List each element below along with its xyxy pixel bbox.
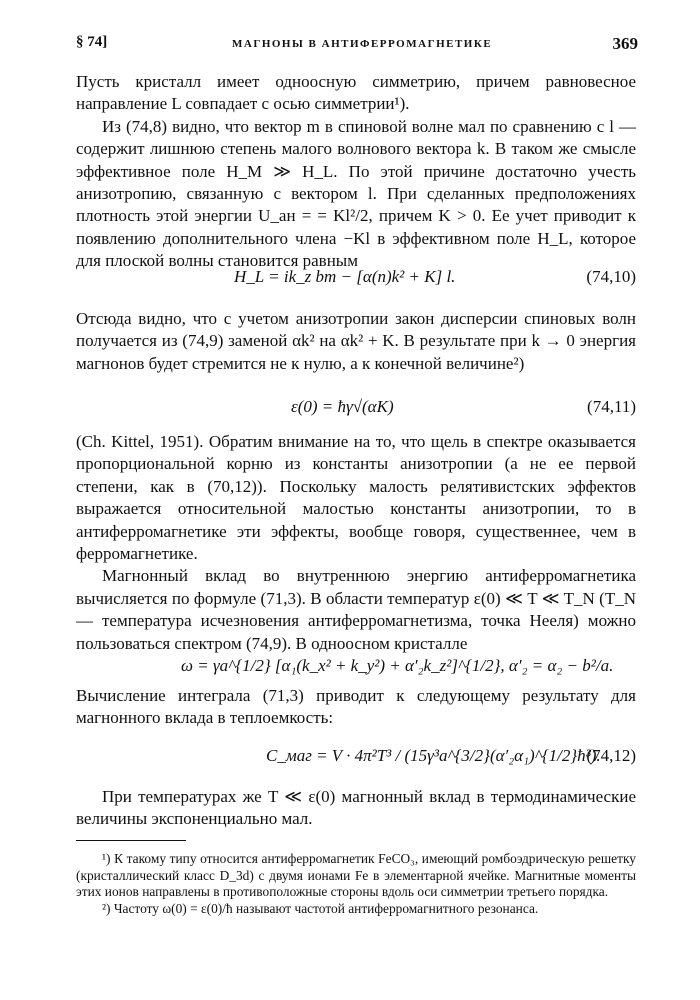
footnote-2: ²) Частоту ω(0) = ε(0)/ħ называют частотой антиферромагнитного резонанса. — [102, 900, 539, 916]
paragraph-magnon-energy: Магнонный вклад во внутреннюю энергию антиферромагнетика вычисляется по формуле (71,3). В области температур ε(0) ≪ T ≪ T_N (T_N — температура исчезновения антиферромагнетизма, точка Нееля) можно пользоваться спектром (74,9). В одноосном кристалле — [76, 566, 636, 653]
footnotes — [76, 851, 636, 917]
text-block-3 — [76, 431, 636, 655]
section-marker: § 74] — [76, 34, 108, 50]
paragraph-symmetry: Пусть кристалл имеет одноосную симметрию, причем равновесное направление L совпадает с осью симметрии¹). — [76, 72, 636, 114]
footnote-1: ¹) К такому типу относится антиферромагнетик FeCO₃, имеющий ромбоэдрическую решетку (кристаллический класс D_3d) с двумя ионами Fe в элементарной ячейке. Магнитные моменты этих ионов направлены в противоположные стороны вдоль оси симметрии третьего порядка. — [76, 851, 636, 899]
equation-number: (74,10) — [586, 267, 636, 286]
paragraph-dispersion: Отсюда видно, что с учетом анизотропии закон дисперсии спиновых волн получается из (74,9) заменой αk² на αk² + K. В результате при k → 0 энергия магнонов будет стремится не к нулю, а к конечной величине²) — [76, 309, 636, 373]
equation-74-11 — [76, 397, 636, 423]
text-block-2 — [76, 308, 636, 375]
equation-formula: ε(0) = ħγ√(αK) — [291, 397, 394, 416]
paragraph-anisotropy: Из (74,8) видно, что вектор m в спиновой волне мал по сравнению с l — содержит лишнюю степень малого волнового вектора k. В таком же смысле эффективное поле H_M ≫ H_L. По этой причине достаточно учесть анизотропию, связанную с вектором l. При сделанных предположениях плотность этой энергии U_ан = = Kl²/2, причем K > 0. Ее учет приводит к появлению дополнительного члена −Kl в эффективном поле H_L, которое для плоской волны становится равным — [76, 116, 636, 271]
equation-formula: C_маг = V · 4π²T³ / (15γ³a^{3/2}(α′₂α₁)^{1/2}ħ³). — [266, 746, 601, 765]
footnote-separator — [76, 840, 186, 841]
text-block-1 — [76, 71, 636, 273]
equation-74-12 — [76, 746, 636, 772]
running-title: МАГНОНЫ В АНТИФЕРРОМАГНЕТИКЕ — [232, 38, 493, 50]
paragraph-low-temperature: При температурах же T ≪ ε(0) магнонный вклад в термодинамические величины экспоненциально мал. — [76, 787, 636, 829]
paragraph-integral: Вычисление интеграла (71,3) приводит к следующему результату для магнонного вклада в теплоемкость: — [76, 686, 636, 728]
text-block-5 — [76, 786, 636, 831]
paragraph-kittel: (Ch. Kittel, 1951). Обратим внимание на то, что щель в спектре оказывается пропорциональной корню из константы анизотропии (а не ее первой степени, как в (70,12)). Поскольку малость релятивистских эффектов выражается относительной малостью константы анизотропии, то в антиферромагнетике эти эффекты, вообще говоря, существеннее, чем в ферромагнетике. — [76, 432, 636, 564]
equation-74-10 — [76, 267, 636, 293]
equation-number: (74,11) — [587, 397, 636, 416]
equation-formula: ω = γa^{1/2} [α₁(k_x² + k_y²) + α′₂k_z²]^{1/2}, α′₂ = α₂ − b²/a. — [181, 656, 614, 675]
page-number: 369 — [612, 34, 638, 53]
equation-omega — [76, 656, 636, 682]
text-block-4 — [76, 685, 636, 730]
equation-formula: H_L = ik_z bm − [α(n)k² + K] l. — [234, 267, 456, 286]
equation-number: (74,12) — [586, 746, 636, 765]
